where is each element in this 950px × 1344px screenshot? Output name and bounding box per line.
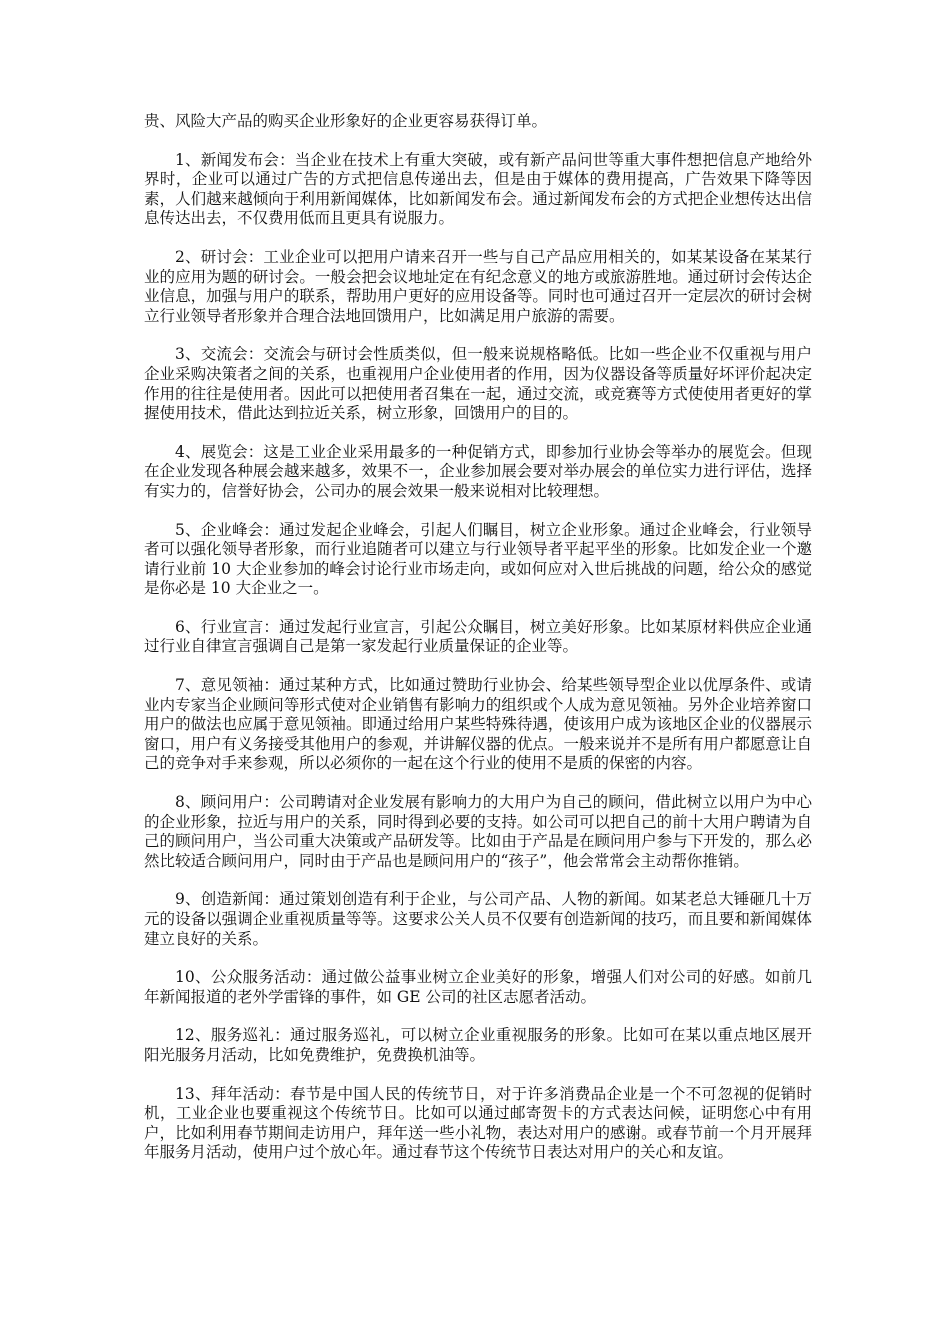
paragraph-create-news: 9、创造新闻：通过策划创造有利于企业，与公司产品、人物的新闻。如某老总大锤砸几十万元的设备以强调企业重视质量等等。这要求公关人员不仅要有创造新闻的技巧，而且要和新闻媒体建立良好的关系。 <box>144 890 812 948</box>
paragraph-opinion-leader: 7、意见领袖：通过某种方式，比如通过赞助行业协会、给某些领导型企业以优厚条件、或请业内专家当企业顾问等形式使对企业销售有影响力的组织或个人成为意见领袖。另外企业培养窗口用户的做法也应属于意见领袖。即通过给用户某些特殊待遇，使该用户成为该地区企业的仪器展示窗口，用户有义务接受其他用户的参观，并讲解仪器的优点。一般来说并不是所有用户都愿意让自己的竞争对手来参观，所以必须你的一起在这个行业的使用不是质的保密的内容。 <box>144 676 812 773</box>
paragraph-seminar: 2、研讨会：工业企业可以把用户请来召开一些与自己产品应用相关的，如某某设备在某某行业的应用为题的研讨会。一般会把会议地址定在有纪念意义的地方或旅游胜地。通过研讨会传达企业信息，加强与用户的联系，帮助用户更好的应用设备等。同时也可通过召开一定层次的研讨会树立行业领导者形象并合理合法地回馈用户，比如满足用户旅游的需要。 <box>144 247 812 325</box>
paragraph-service-tour: 12、服务巡礼：通过服务巡礼，可以树立企业重视服务的形象。比如可在某以重点地区展开阳光服务月活动，比如免费维护，免费换机油等。 <box>144 1026 812 1064</box>
paragraph-summit: 5、企业峰会：通过发起企业峰会，引起人们瞩目，树立企业形象。通过企业峰会，行业领导者可以强化领导者形象，而行业追随者可以建立与行业领导者平起平坐的形象。比如发企业一个邀请行业前 10 大企业参加的峰会讨论行业市场走向，或如何应对入世后挑战的问题，给公众的感觉是你必是 10 大企业之一。 <box>144 520 812 598</box>
paragraph-industry-declaration: 6、行业宣言：通过发起行业宣言，引起公众瞩目，树立美好形象。比如某原材料供应企业通过行业自律宣言强调自己是第一家发起行业质量保证的企业等。 <box>144 617 812 656</box>
paragraph-advisor-users: 8、顾问用户：公司聘请对企业发展有影响力的大用户为自己的顾问，借此树立以用户为中心的企业形象，拉近与用户的关系，同时得到必要的支持。如公司可以把自己的前十大用户聘请为自己的顾问用户，当公司重大决策或产品研发等。比如由于产品是在顾问用户参与下开发的，那么必然比较适合顾问用户，同时由于产品也是顾问用户的“孩子”，他会常常会主动帮你推销。 <box>144 793 812 870</box>
document-page <box>144 112 812 1182</box>
intro-paragraph: 贵、风险大产品的购买企业形象好的企业更容易获得订单。 <box>144 112 548 130</box>
paragraph-press-conference: 1、新闻发布会：当企业在技术上有重大突破，或有新产品问世等重大事件想把信息产地给外界时，企业可以通过广告的方式把信息传递出去，但是由于媒体的费用提高，广告效果下降等因素，人们越来越倾向于利用新闻媒体，比如新闻发布会。通过新闻发布会的方式把企业想传达出信息传达出去，不仅费用低而且更具有说服力。 <box>144 150 812 228</box>
paragraph-exchange-meeting: 3、交流会：交流会与研讨会性质类似，但一般来说规格略低。比如一些企业不仅重视与用户企业采购决策者之间的关系，也重视用户企业使用者的作用，因为仪器设备等质量好坏评价起决定作用的往往是使用者。因此可以把使用者召集在一起，通过交流，或竞赛等方式使使用者更好的掌握使用技术，借此达到拉近关系，树立形象，回馈用户的目的。 <box>144 345 812 423</box>
paragraph-public-service: 10、公众服务活动：通过做公益事业树立企业美好的形象，增强人们对公司的好感。如前几年新闻报道的老外学雷锋的事件，如 GE 公司的社区志愿者活动。 <box>144 968 812 1006</box>
paragraph-exhibition: 4、展览会：这是工业企业采用最多的一种促销方式，即参加行业协会等举办的展览会。但现在企业发现各种展会越来越多，效果不一，企业参加展会要对举办展会的单位实力进行评估，选择有实力的，信誉好协会，公司办的展会效果一般来说相对比较理想。 <box>144 442 812 500</box>
paragraph-new-year-visits: 13、拜年活动：春节是中国人民的传统节日，对于许多消费品企业是一个不可忽视的促销时机，工业企业也要重视这个传统节日。比如可以通过邮寄贺卡的方式表达问候，证明您心中有用户，比如利用春节期间走访用户，拜年送一些小礼物，表达对用户的感谢。或春节前一个月开展拜年服务月活动，使用户过个放心年。通过春节这个传统节日表达对用户的关心和友谊。 <box>144 1084 812 1162</box>
